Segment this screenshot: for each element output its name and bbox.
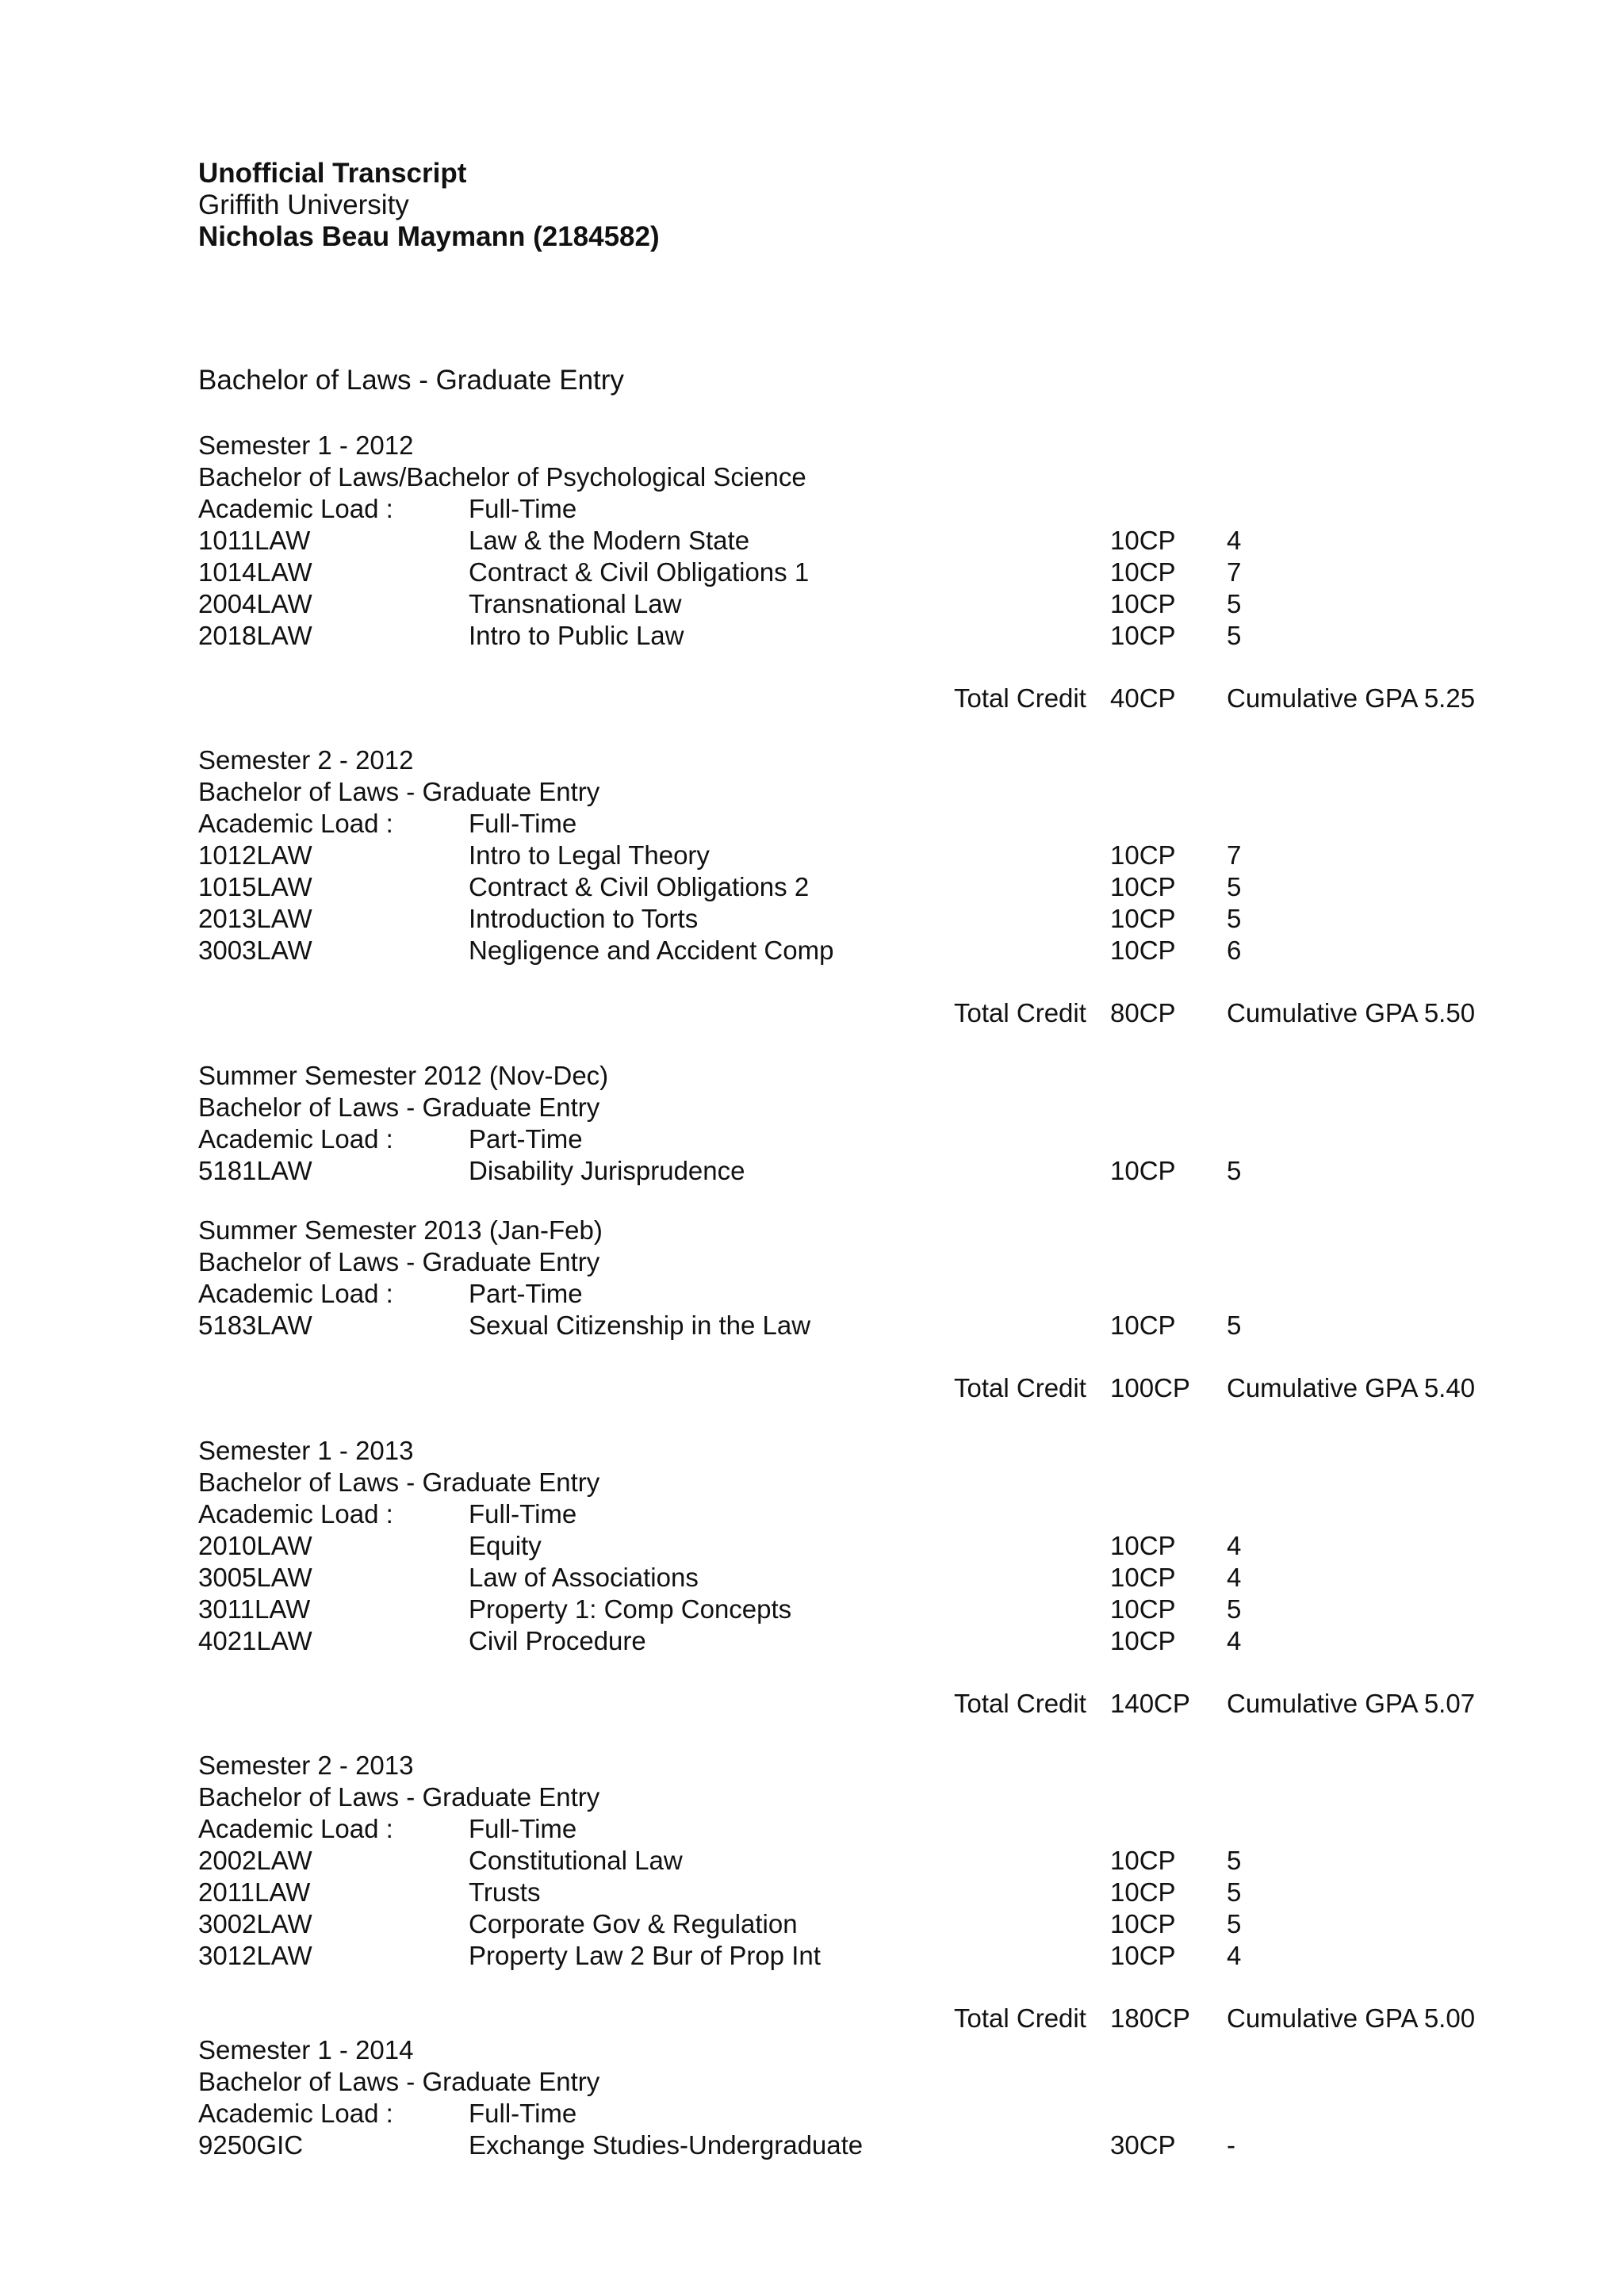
course-grade: 4 — [1227, 1531, 1242, 1560]
course-row — [0, 1877, 1624, 1908]
course-grade: - — [1227, 2130, 1235, 2160]
course-name: Exchange Studies-Undergraduate — [469, 2130, 864, 2160]
course-credit: 10CP — [1110, 1311, 1176, 1340]
total-row — [0, 997, 1624, 1029]
course-name: Introduction to Torts — [469, 904, 699, 933]
total-credit-value: 40CP — [1110, 683, 1176, 713]
course-row — [0, 1594, 1624, 1625]
course-code: 5181LAW — [198, 1156, 312, 1185]
semester-title-line — [0, 1060, 1624, 1092]
course-grade: 7 — [1227, 557, 1242, 587]
course-grade: 6 — [1227, 936, 1242, 965]
semester-program-line — [0, 776, 1624, 808]
course-grade: 4 — [1227, 1626, 1242, 1655]
course-grade: 5 — [1227, 621, 1242, 650]
course-row — [0, 1845, 1624, 1877]
course-name: Property Law 2 Bur of Prop Int — [469, 1941, 821, 1970]
course-name: Law of Associations — [469, 1563, 699, 1592]
course-row — [0, 871, 1624, 903]
course-code: 2011LAW — [198, 1877, 311, 1907]
semester-title: Semester 1 - 2014 — [198, 2035, 414, 2064]
course-name: Constitutional Law — [469, 1846, 683, 1875]
academic-load-value: Full-Time — [469, 2099, 577, 2128]
course-grade: 5 — [1227, 904, 1242, 933]
course-grade: 7 — [1227, 840, 1242, 870]
course-credit: 10CP — [1110, 526, 1176, 555]
academic-load-value: Part-Time — [469, 1279, 583, 1308]
semester-title-line — [0, 1750, 1624, 1781]
course-name: Trusts — [469, 1877, 541, 1907]
course-credit: 10CP — [1110, 840, 1176, 870]
course-grade: 5 — [1227, 1846, 1242, 1875]
course-row — [0, 1310, 1624, 1341]
program-line — [0, 365, 1624, 396]
semester-title-line — [0, 1435, 1624, 1467]
course-code: 5183LAW — [198, 1311, 312, 1340]
academic-load-label: Academic Load : — [198, 1279, 393, 1308]
course-name: Intro to Legal Theory — [469, 840, 710, 870]
university-name: Griffith University — [198, 189, 409, 220]
total-credit-value: 100CP — [1110, 1373, 1190, 1402]
course-credit: 10CP — [1110, 1626, 1176, 1655]
semester-program: Bachelor of Laws - Graduate Entry — [198, 2067, 600, 2096]
semester-program: Bachelor of Laws - Graduate Entry — [198, 1093, 600, 1122]
academic-load-label: Academic Load : — [198, 494, 393, 523]
total-row — [0, 1688, 1624, 1720]
course-code: 3002LAW — [198, 1909, 312, 1938]
semester-program: Bachelor of Laws - Graduate Entry — [198, 1247, 600, 1276]
course-credit: 10CP — [1110, 1594, 1176, 1624]
semester-program-line — [0, 1246, 1624, 1278]
semester-program: Bachelor of Laws - Graduate Entry — [198, 1468, 600, 1497]
semester-title-line — [0, 1215, 1624, 1246]
academic-load-line — [0, 808, 1624, 840]
academic-load-line — [0, 2098, 1624, 2130]
course-grade: 5 — [1227, 1156, 1242, 1185]
course-code: 1011LAW — [198, 526, 311, 555]
course-row — [0, 935, 1624, 966]
course-code: 9250GIC — [198, 2130, 304, 2160]
course-name: Intro to Public Law — [469, 621, 684, 650]
total-credit-label: Total Credit — [954, 683, 1086, 713]
semester-program-line — [0, 1467, 1624, 1498]
academic-load-value: Full-Time — [469, 809, 577, 838]
student-line — [0, 221, 1624, 253]
course-credit: 10CP — [1110, 557, 1176, 587]
academic-load-label: Academic Load : — [198, 1814, 393, 1843]
total-credit-label: Total Credit — [954, 998, 1086, 1027]
academic-load-value: Full-Time — [469, 494, 577, 523]
academic-load-value: Part-Time — [469, 1124, 583, 1154]
semester-title: Semester 2 - 2013 — [198, 1751, 414, 1780]
total-credit-value: 80CP — [1110, 998, 1176, 1027]
transcript-title: Unofficial Transcript — [198, 158, 467, 189]
course-credit: 10CP — [1110, 1156, 1176, 1185]
course-credit: 10CP — [1110, 1563, 1176, 1592]
course-code: 3011LAW — [198, 1594, 311, 1624]
course-code: 1014LAW — [198, 557, 312, 587]
total-credit-value: 180CP — [1110, 2003, 1190, 2033]
course-code: 1015LAW — [198, 872, 312, 901]
course-credit: 10CP — [1110, 589, 1176, 618]
course-code: 2004LAW — [198, 589, 312, 618]
course-credit: 10CP — [1110, 936, 1176, 965]
total-row — [0, 2003, 1624, 2034]
course-row — [0, 840, 1624, 871]
academic-load-line — [0, 1498, 1624, 1530]
semester-title-line — [0, 744, 1624, 776]
course-name: Property 1: Comp Concepts — [469, 1594, 792, 1624]
academic-load-label: Academic Load : — [198, 2099, 393, 2128]
course-row — [0, 1155, 1624, 1187]
course-credit: 10CP — [1110, 1531, 1176, 1560]
course-row — [0, 1940, 1624, 1972]
course-code: 1012LAW — [198, 840, 312, 870]
semester-program-line — [0, 1092, 1624, 1123]
total-row — [0, 1372, 1624, 1404]
course-row — [0, 1625, 1624, 1657]
course-row — [0, 620, 1624, 652]
cumulative-gpa: Cumulative GPA 5.50 — [1227, 998, 1476, 1027]
academic-load-value: Full-Time — [469, 1814, 577, 1843]
course-name: Sexual Citizenship in the Law — [469, 1311, 811, 1340]
course-name: Contract & Civil Obligations 1 — [469, 557, 810, 587]
course-grade: 5 — [1227, 1311, 1242, 1340]
academic-load-label: Academic Load : — [198, 1499, 393, 1529]
semester-title: Semester 1 - 2013 — [198, 1436, 414, 1465]
course-row — [0, 1908, 1624, 1940]
course-code: 2013LAW — [198, 904, 312, 933]
course-name: Law & the Modern State — [469, 526, 750, 555]
semester-title: Semester 2 - 2012 — [198, 745, 414, 775]
program-title: Bachelor of Laws - Graduate Entry — [198, 365, 624, 396]
cumulative-gpa: Cumulative GPA 5.25 — [1227, 683, 1476, 713]
academic-load-value: Full-Time — [469, 1499, 577, 1529]
course-grade: 5 — [1227, 1909, 1242, 1938]
semester-program-line — [0, 1781, 1624, 1813]
course-name: Corporate Gov & Regulation — [469, 1909, 798, 1938]
cumulative-gpa: Cumulative GPA 5.40 — [1227, 1373, 1476, 1402]
cumulative-gpa: Cumulative GPA 5.00 — [1227, 2003, 1476, 2033]
course-credit: 10CP — [1110, 1877, 1176, 1907]
course-grade: 5 — [1227, 1594, 1242, 1624]
semester-title: Semester 1 - 2012 — [198, 430, 414, 460]
course-row — [0, 1530, 1624, 1562]
academic-load-label: Academic Load : — [198, 1124, 393, 1154]
course-name: Contract & Civil Obligations 2 — [469, 872, 810, 901]
semester-program-line — [0, 461, 1624, 493]
course-code: 2010LAW — [198, 1531, 312, 1560]
total-row — [0, 683, 1624, 714]
total-credit-label: Total Credit — [954, 1373, 1086, 1402]
course-row — [0, 2130, 1624, 2161]
semester-program: Bachelor of Laws/Bachelor of Psychological Science — [198, 462, 806, 492]
course-credit: 10CP — [1110, 904, 1176, 933]
academic-load-line — [0, 1813, 1624, 1845]
semester-title-line — [0, 2034, 1624, 2066]
course-grade: 5 — [1227, 872, 1242, 901]
course-credit: 10CP — [1110, 621, 1176, 650]
total-credit-label: Total Credit — [954, 2003, 1086, 2033]
semester-title-line — [0, 430, 1624, 461]
university-line — [0, 189, 1624, 221]
cumulative-gpa: Cumulative GPA 5.07 — [1227, 1689, 1476, 1718]
course-name: Disability Jurisprudence — [469, 1156, 745, 1185]
course-row — [0, 1562, 1624, 1594]
academic-load-line — [0, 1278, 1624, 1310]
course-code: 3005LAW — [198, 1563, 312, 1592]
course-row — [0, 525, 1624, 557]
academic-load-label: Academic Load : — [198, 809, 393, 838]
course-row — [0, 588, 1624, 620]
course-code: 3012LAW — [198, 1941, 312, 1970]
semester-title: Summer Semester 2013 (Jan-Feb) — [198, 1215, 603, 1245]
course-code: 3003LAW — [198, 936, 312, 965]
course-credit: 10CP — [1110, 872, 1176, 901]
total-credit-label: Total Credit — [954, 1689, 1086, 1718]
course-name: Transnational Law — [469, 589, 682, 618]
academic-load-line — [0, 1123, 1624, 1155]
course-grade: 4 — [1227, 526, 1242, 555]
course-code: 2018LAW — [198, 621, 312, 650]
semester-program-line — [0, 2066, 1624, 2098]
course-credit: 10CP — [1110, 1909, 1176, 1938]
transcript-title-line — [0, 158, 1624, 189]
semester-program: Bachelor of Laws - Graduate Entry — [198, 1782, 600, 1812]
course-name: Equity — [469, 1531, 542, 1560]
course-grade: 5 — [1227, 589, 1242, 618]
semester-program: Bachelor of Laws - Graduate Entry — [198, 777, 600, 806]
course-name: Civil Procedure — [469, 1626, 646, 1655]
course-credit: 30CP — [1110, 2130, 1176, 2160]
academic-load-line — [0, 493, 1624, 525]
total-credit-value: 140CP — [1110, 1689, 1190, 1718]
course-grade: 4 — [1227, 1563, 1242, 1592]
semester-title: Summer Semester 2012 (Nov-Dec) — [198, 1061, 609, 1090]
course-grade: 5 — [1227, 1877, 1242, 1907]
course-row — [0, 557, 1624, 588]
student-name: Nicholas Beau Maymann (2184582) — [198, 221, 660, 252]
course-credit: 10CP — [1110, 1941, 1176, 1970]
course-row — [0, 903, 1624, 935]
course-code: 2002LAW — [198, 1846, 312, 1875]
course-credit: 10CP — [1110, 1846, 1176, 1875]
course-name: Negligence and Accident Comp — [469, 936, 834, 965]
course-code: 4021LAW — [198, 1626, 312, 1655]
course-grade: 4 — [1227, 1941, 1242, 1970]
